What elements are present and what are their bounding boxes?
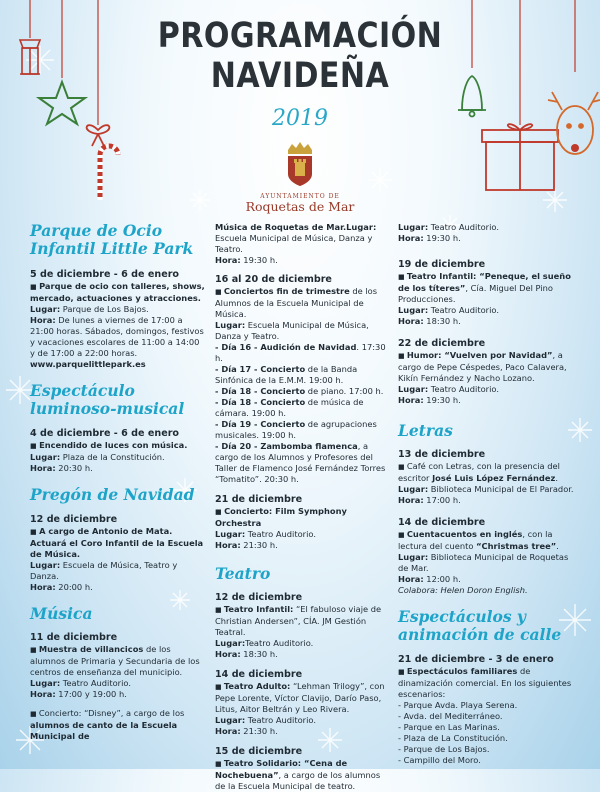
event-time: Hora: 17:00 h. bbox=[398, 495, 461, 505]
column-2 bbox=[215, 222, 390, 792]
venue-item: - Parque de Los Bajos. bbox=[398, 744, 490, 754]
coat-of-arms-icon bbox=[280, 140, 320, 188]
event-time: Hora: 18:30 h. bbox=[215, 649, 278, 659]
event-time: Hora: 19:30 h. bbox=[398, 233, 461, 243]
event-description: ■ Humor: “Vuelven por Navidad”, a cargo de Pepe Céspedes, Paco Calavera, Kikín Fernández y Nacho Lozano. bbox=[398, 350, 576, 384]
venue-item: - Avda. del Mediterráneo. bbox=[398, 711, 503, 721]
event-date: 21 de diciembre - 3 de enero bbox=[398, 654, 554, 665]
event-collaborator: Colabora: Helen Doron English. bbox=[398, 585, 528, 595]
event-location: Lugar: Teatro Auditorio. bbox=[398, 222, 499, 232]
event-description: ■ Cuentacuentos en inglés, con la lectura del cuento “Christmas tree”. bbox=[398, 529, 576, 552]
event-time: Hora: 17:00 y 19:00 h. bbox=[30, 689, 127, 699]
year-label: 2019 bbox=[272, 106, 328, 131]
event-location: Lugar: Teatro Auditorio. bbox=[398, 384, 499, 394]
event-date: 14 de diciembre bbox=[398, 517, 486, 528]
schedule-item: - Día 18 - Concierto de piano. 17:00 h. bbox=[215, 386, 384, 396]
event-date: 11 de diciembre bbox=[30, 632, 118, 643]
event-date: 12 de diciembre bbox=[30, 514, 118, 525]
event-location: Lugar: Escuela Municipal de Música, Danza y Teatro. bbox=[215, 320, 369, 341]
venue-item: - Plaza de La Constitución. bbox=[398, 733, 508, 743]
event-description: ■ Concierto: Film Symphony Orchestra bbox=[215, 506, 390, 529]
section-title: Pregón de Navidad bbox=[30, 485, 195, 504]
event-description: ■ Concierto: “Disney”, a cargo de los alumnos de canto de la Escuela Municipal de bbox=[30, 708, 206, 742]
event-website-link[interactable]: www.parquelittlepark.es bbox=[30, 359, 146, 369]
event-time: Hora: 18:30 h. bbox=[398, 316, 461, 326]
event-date: 16 al 20 de diciembre bbox=[215, 274, 332, 285]
event-time: Hora: 21:30 h. bbox=[215, 726, 278, 736]
event-time: Hora: 21:30 h. bbox=[215, 540, 278, 550]
logo-line-2: Roquetas de Mar bbox=[245, 199, 355, 214]
event-time: Hora: 19:30 h. bbox=[398, 395, 461, 405]
event-date: 5 de diciembre - 6 de enero bbox=[30, 269, 180, 280]
event-location: Lugar: Teatro Auditorio. bbox=[30, 678, 131, 688]
event-date: 4 de diciembre - 6 de enero bbox=[30, 428, 180, 439]
section-title: Teatro bbox=[215, 564, 271, 583]
city-logo bbox=[0, 140, 600, 213]
section-title: Parque de Ocio Infantil Little Park bbox=[30, 221, 194, 258]
schedule-item: - Día 16 - Audición de Navidad. 17:30 h. bbox=[215, 342, 386, 363]
section-title: Espectáculo luminoso-musical bbox=[30, 381, 185, 418]
section-title: Música bbox=[30, 604, 93, 623]
event-time: Hora: 20:00 h. bbox=[30, 582, 93, 592]
venue-item: - Parque Avda. Playa Serena. bbox=[398, 700, 518, 710]
schedule-item: - Día 17 - Concierto de la Banda Sinfónica de la E.M.M. 19:00 h. bbox=[215, 364, 358, 385]
event-location: Lugar:Teatro Auditorio. bbox=[215, 638, 314, 648]
event-description: ■ A cargo de Antonio de Mata. Actuará el Coro Infantil de la Escuela de Música. bbox=[30, 526, 206, 560]
venue-item: - Parque en Las Marinas. bbox=[398, 722, 500, 732]
event-location: Lugar: Teatro Auditorio. bbox=[398, 305, 499, 315]
header bbox=[0, 16, 600, 131]
event-date: 19 de diciembre bbox=[398, 259, 486, 270]
schedule-item: - Día 20 - Zambomba flamenca, a cargo de los Alumnos y Profesores del Taller de Flamenco José Fernández Torres “Tomatito”. 20:30 h. bbox=[215, 441, 386, 484]
event-description: ■ Encendido de luces con música. bbox=[30, 440, 206, 452]
event-location: Lugar: Teatro Auditorio. bbox=[215, 529, 316, 539]
event-date: 14 de diciembre bbox=[215, 669, 303, 680]
event-location: Lugar: Parque de Los Bajos. bbox=[30, 304, 149, 314]
event-time: Hora: De lunes a viernes de 17:00 a 21:00 horas. Sábados, domingos, festivos y vacaciones escolares de 11:00 a 14:00 y de 17:00 a 22:00 horas. bbox=[30, 315, 204, 358]
event-time: Hora: 20:30 h. bbox=[30, 463, 93, 473]
column-1 bbox=[30, 222, 206, 742]
event-date: 12 de diciembre bbox=[215, 592, 303, 603]
event-date: 15 de diciembre bbox=[215, 746, 303, 757]
event-time: Hora: 12:00 h. bbox=[398, 574, 461, 584]
page-title-line-1: PROGRAMACIÓN bbox=[157, 16, 443, 56]
event-description: ■ Teatro Solidario: “Cena de Nochebuena”, a cargo de los alumnos de la Escuela Municipal de teatro. bbox=[215, 758, 390, 792]
event-location: Lugar: Plaza de la Constitución. bbox=[30, 452, 165, 462]
schedule-item: - Día 18 - Concierto de música de cámara. 19:00 h. bbox=[215, 397, 364, 418]
event-description: ■ Teatro Adulto: “Lehman Trilogy”, con Pepe Lorente, Víctor Clavijo, Darío Paso, Litus, Aitor Beltrán y Leo Rivera. bbox=[215, 681, 390, 715]
event-description: ■ Espectáculos familiares de dinamización comercial. En los siguientes escenarios: bbox=[398, 666, 576, 700]
schedule-item: - Día 19 - Concierto de agrupaciones musicales. 19:00 h. bbox=[215, 419, 377, 440]
event-location: Lugar: Biblioteca Municipal de Roquetas de Mar. bbox=[398, 552, 569, 573]
event-description: ■ Conciertos fin de trimestre de los Alumnos de la Escuela Municipal de Música. bbox=[215, 286, 390, 320]
event-date: 22 de diciembre bbox=[398, 338, 486, 349]
event-description: ■ Café con Letras, con la presencia del escritor José Luis López Fernández. bbox=[398, 461, 576, 484]
page-title-line-2: NAVIDEÑA bbox=[210, 56, 390, 96]
event-location: Lugar: Biblioteca Municipal de El Parador. bbox=[398, 484, 574, 494]
event-description: ■ Muestra de villancicos de los alumnos de Primaria y Secundaria de los centros de enseñanza del municipio. bbox=[30, 644, 206, 678]
event-description: ■ Teatro Infantil: “Peneque, el sueño de los títeres”, Cía. Miguel Del Pino Producciones. bbox=[398, 271, 576, 305]
event-date: 13 de diciembre bbox=[398, 449, 486, 460]
event-description: ■ Teatro Infantil: “El fabuloso viaje de Christian Andersen”, CÍA. JM Gestión Teatral. bbox=[215, 604, 390, 638]
event-time: Hora: 19:30 h. bbox=[215, 255, 278, 265]
event-location: Lugar: Escuela de Música, Teatro y Danza. bbox=[30, 560, 178, 581]
event-location: Lugar: Teatro Auditorio. bbox=[215, 715, 316, 725]
logo-line-1: AYUNTAMIENTO DE bbox=[260, 193, 340, 200]
section-title: Espectáculos y animación de calle bbox=[398, 607, 562, 644]
venue-item: - Campillo del Moro. bbox=[398, 755, 481, 765]
event-description: Música de Roquetas de Mar.Lugar: Escuela Municipal de Música, Danza y Teatro. bbox=[215, 222, 377, 254]
section-title: Letras bbox=[398, 421, 453, 440]
event-description: ■ Parque de ocio con talleres, shows, mercado, actuaciones y atracciones. bbox=[30, 281, 206, 304]
column-3 bbox=[398, 222, 576, 766]
event-date: 21 de diciembre bbox=[215, 494, 303, 505]
